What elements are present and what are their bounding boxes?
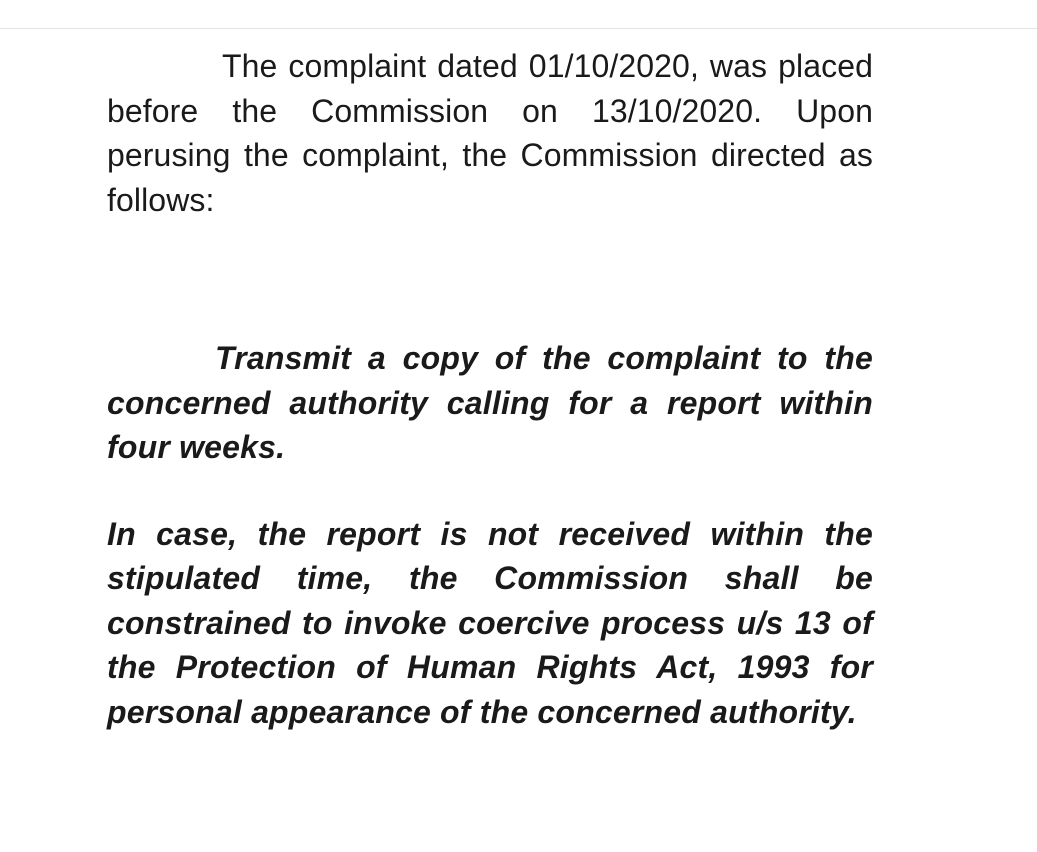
directive-paragraph-coercive-process: In case, the report is not received within the stipulated time, the Commission shall be constrained to invoke coercive process u/s 13 of the Protection of Human Rights Act, 1993 for personal appearance of the concerned authority. [107, 515, 873, 730]
directive-paragraph-transmit: Transmit a copy of the complaint to the concerned authority calling for a report within four weeks. [107, 340, 873, 465]
intro-paragraph: The complaint dated 01/10/2020, was placed before the Commission on 13/10/2020. Upon perusing the complaint, the Commission directed as follows: [107, 48, 873, 218]
top-divider [0, 0, 1037, 29]
document-body [107, 44, 873, 734]
